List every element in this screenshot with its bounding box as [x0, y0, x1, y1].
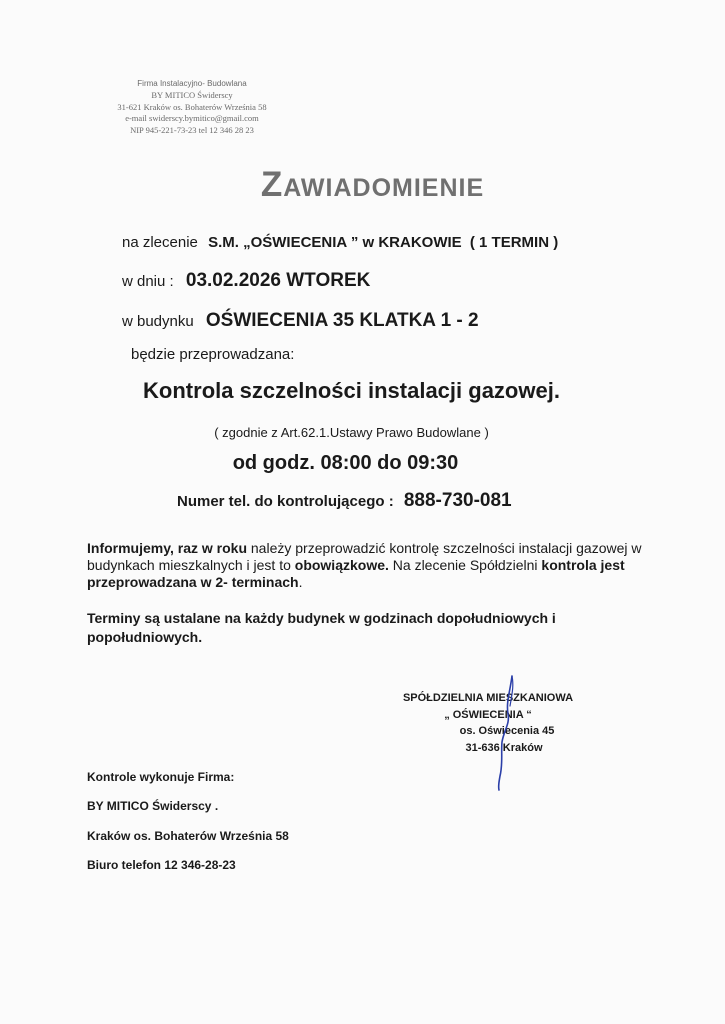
inspector-phone-line: [177, 490, 512, 512]
inspector-phone-label: Numer tel. do kontrolującego :: [177, 493, 394, 510]
letterhead-nip-phone: NIP 945-221-73-23 tel 12 346 28 23: [130, 125, 254, 136]
date-value: 03.02.2026 WTOREK: [185, 270, 371, 291]
schedule-paragraph: Terminy są ustalane na każdy budynek w godzinach dopołudniowych i popołudniowych.: [87, 610, 556, 645]
stamp-line-1: SPÓŁDZIELNIA MIESZKANIOWA: [402, 692, 574, 704]
document-title: Zawiadomienie: [260, 165, 485, 204]
info-bold-terms: kontrola jest przeprowadzana w 2- terminach: [87, 557, 625, 590]
order-client: S.M. „OŚWIECENIA ” w KRAKOWIE: [208, 234, 462, 251]
date-line: [122, 270, 370, 292]
footer-office-phone: Biuro telefon 12 346-28-23: [87, 858, 236, 872]
building-label: w budynku: [122, 313, 194, 330]
inspection-title: Kontrola szczelności instalacji gazowej.: [143, 378, 560, 403]
letterhead-address: 31-621 Kraków os. Bohaterów Września 58: [117, 101, 267, 112]
will-be-done-text: będzie przeprowadzana:: [131, 346, 295, 363]
date-label: w dniu :: [122, 273, 174, 290]
info-bold-annual: Informujemy, raz w roku: [87, 540, 247, 556]
info-bold-mandatory: obowiązkowe.: [294, 557, 389, 573]
info-text-2: Na zlecenie Spółdzielni: [388, 557, 542, 573]
inspector-phone-number: 888-730-081: [403, 490, 512, 511]
footer-line-1: Kontrole wykonuje Firma:: [87, 770, 235, 784]
info-text-1: należy przeprowadzić kontrolę szczelności instalacji gazowej w budynkach mieszkalnych i jest to: [87, 540, 642, 573]
stamp-line-4: 31-636 Kraków: [465, 741, 543, 754]
time-range: od godz. 08:00 do 09:30: [232, 452, 459, 474]
order-line: [122, 234, 558, 251]
letterhead-email: e-mail swiderscy.bymitico@gmail.com: [125, 113, 259, 124]
company-letterhead: [82, 78, 302, 137]
signature-mark: [490, 672, 530, 792]
stamp-line-2: „ OŚWIECENIA “: [444, 708, 532, 721]
legal-basis: ( zgodnie z Art.62.1.Ustawy Prawo Budowlane ): [214, 425, 489, 440]
info-paragraph: [87, 540, 647, 591]
letterhead-company-name: BY MITICO Świderscy: [151, 89, 233, 100]
info-text-3: .: [298, 574, 303, 590]
stamp-line-3: os. Oświecenia 45: [459, 725, 555, 737]
building-line: [122, 310, 479, 332]
order-term: ( 1 TERMIN ): [469, 234, 559, 251]
order-label: na zlecenie: [122, 234, 198, 251]
letterhead-company-type: Firma Instalacyjno- Budowlana: [137, 79, 247, 88]
building-value: OŚWIECENIA 35 KLATKA 1 - 2: [205, 310, 479, 331]
cooperative-stamp: [398, 690, 578, 756]
footer-company-name: BY MITICO Świderscy .: [87, 799, 219, 813]
footer-address: Kraków os. Bohaterów Września 58: [87, 829, 289, 843]
